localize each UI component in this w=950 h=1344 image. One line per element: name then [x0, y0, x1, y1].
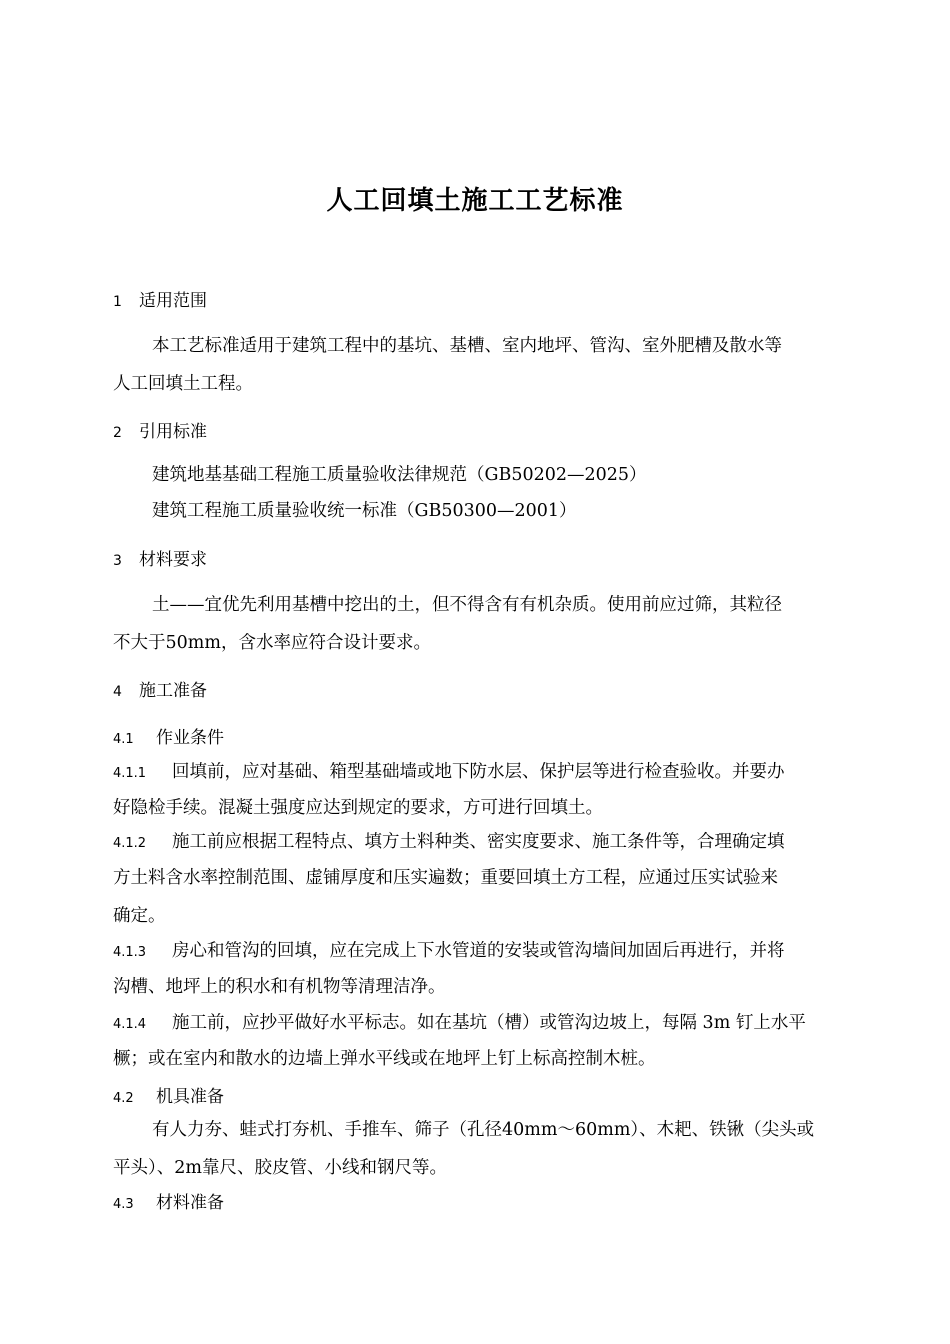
clause-4-1-2-line-3: 确定。 — [113, 906, 166, 926]
section-title: 施工准备 — [139, 681, 207, 701]
subsection-number: 4.3 — [113, 1197, 134, 1212]
section-3-paragraph-line-2: 不大于50mm，含水率应符合设计要求。 — [113, 633, 431, 653]
clause-4-1-2-line-1 — [113, 828, 785, 853]
section-number: 1 — [113, 294, 122, 310]
section-title: 适用范围 — [139, 291, 207, 311]
section-title: 材料要求 — [139, 550, 207, 570]
clause-4-1-3-line-1 — [113, 937, 785, 962]
clause-text: 回填前，应对基础、箱型基础墙或地下防水层、保护层等进行检查验收。并要办 — [172, 762, 785, 782]
document-title: 人工回填土施工工艺标准 — [326, 186, 624, 216]
section-1-paragraph-line-2: 人工回填土工程。 — [113, 374, 253, 394]
clause-4-1-4-line-1 — [113, 1009, 806, 1034]
section-number: 4 — [113, 684, 122, 700]
section-title: 引用标准 — [139, 422, 207, 442]
section-number: 2 — [113, 425, 122, 441]
section-1-paragraph-line-1: 本工艺标准适用于建筑工程中的基坑、基槽、室内地坪、管沟、室外肥槽及散水等 — [152, 336, 782, 356]
subsection-title: 作业条件 — [156, 728, 224, 748]
clause-number: 4.1.4 — [113, 1017, 147, 1032]
reference-standard-1: 建筑地基基础工程施工质量验收法律规范（GB50202—2025） — [152, 465, 647, 485]
clause-text: 施工前，应抄平做好水平标志。如在基坑（槽）或管沟边坡上，每隔 3m 钉上水平 — [172, 1013, 806, 1033]
subsection-number: 4.2 — [113, 1091, 134, 1106]
clause-text: 房心和管沟的回填，应在完成上下水管道的安装或管沟墙间加固后再进行，并将 — [172, 941, 785, 961]
clause-4-1-2-line-2: 方土料含水率控制范围、虚铺厚度和压实遍数；重要回填土方工程，应通过压实试验来 — [113, 868, 778, 888]
subsection-4-2-paragraph-line-2: 平头）、2m靠尺、胶皮管、小线和钢尺等。 — [113, 1158, 447, 1178]
clause-number: 4.1.2 — [113, 836, 147, 851]
subsection-4-2-paragraph-line-1: 有人力夯、蛙式打夯机、手推车、筛子（孔径40mm～60mm）、木耙、铁锹（尖头或 — [152, 1120, 815, 1140]
subsection-4-1-heading — [113, 723, 224, 748]
section-number: 3 — [113, 553, 122, 569]
reference-standard-2: 建筑工程施工质量验收统一标准（GB50300—2001） — [152, 501, 577, 521]
section-2-heading — [113, 417, 207, 442]
subsection-4-3-heading — [113, 1188, 224, 1213]
subsection-title: 材料准备 — [156, 1193, 224, 1213]
clause-4-1-1-line-2: 好隐检手续。混凝土强度应达到规定的要求，方可进行回填土。 — [113, 798, 603, 818]
subsection-number: 4.1 — [113, 732, 134, 747]
clause-number: 4.1.1 — [113, 766, 147, 781]
clause-4-1-4-line-2: 橛；或在室内和散水的边墙上弹水平线或在地坪上钉上标高控制木桩。 — [113, 1049, 656, 1069]
subsection-title: 机具准备 — [156, 1087, 224, 1107]
section-1-heading — [113, 286, 207, 311]
clause-text: 施工前应根据工程特点、填方土料种类、密实度要求、施工条件等，合理确定填 — [172, 832, 785, 852]
clause-number: 4.1.3 — [113, 945, 147, 960]
section-4-heading — [113, 676, 207, 701]
subsection-4-2-heading — [113, 1082, 224, 1107]
section-3-heading — [113, 545, 207, 570]
section-3-paragraph-line-1: 土——宜优先利用基槽中挖出的土，但不得含有有机杂质。使用前应过筛，其粒径 — [152, 595, 782, 615]
clause-4-1-1-line-1 — [113, 758, 785, 783]
clause-4-1-3-line-2: 沟槽、地坪上的积水和有机物等清理洁净。 — [113, 977, 446, 997]
